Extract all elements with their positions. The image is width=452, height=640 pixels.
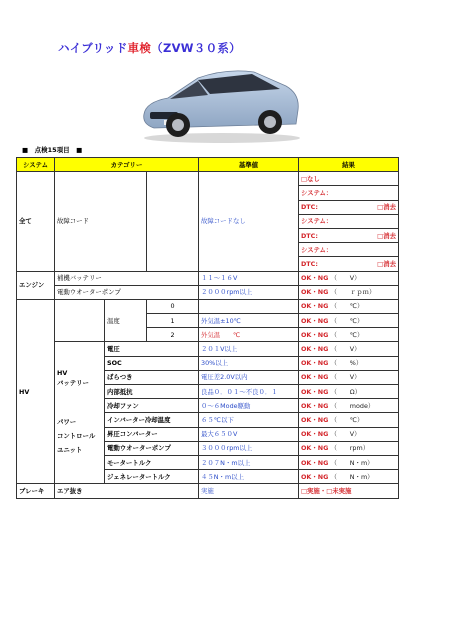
- result-unit: （ ｒｐｍ）: [330, 288, 376, 297]
- result-okng[interactable]: OK・NG: [301, 302, 329, 311]
- category-motor-torque: モータートルク: [105, 455, 199, 469]
- result-okng[interactable]: OK・NG: [301, 387, 329, 396]
- result-okng[interactable]: OK・NG: [301, 444, 329, 453]
- category-temperature: 温度: [105, 299, 147, 342]
- result-okng[interactable]: OK・NG: [301, 401, 329, 410]
- inspection-table: [16, 157, 399, 499]
- result-unit: （ V）: [330, 373, 361, 382]
- empty-cell: [147, 172, 199, 271]
- category-inverter-temp: インバーター冷却温度: [105, 413, 199, 427]
- empty-cell: [55, 299, 105, 342]
- standard-temp: 外気温 ℃: [199, 328, 299, 342]
- standard-air-bleed: 実施: [199, 484, 299, 498]
- standard-motor-torque: ２０７N・m以上: [199, 455, 299, 469]
- result-unit: （ N・m）: [330, 458, 374, 467]
- header-result: 結果: [299, 158, 399, 172]
- table-row: [17, 484, 399, 498]
- result-okng[interactable]: OK・NG: [301, 472, 329, 481]
- result-okng[interactable]: OK・NG: [301, 415, 329, 424]
- result-erase-checkbox[interactable]: □消去: [377, 231, 396, 240]
- category-variance: ばらつき: [105, 370, 199, 384]
- category-generator-torque: ジェネレータートルク: [105, 470, 199, 484]
- table-row: [17, 271, 399, 285]
- result-okng[interactable]: OK・NG: [301, 274, 329, 283]
- result-none-checkbox[interactable]: □なし: [299, 172, 399, 186]
- header-standard: 基準値: [199, 158, 299, 172]
- header-system: システム: [17, 158, 55, 172]
- category-cooling-fan: 冷却ファン: [105, 399, 199, 413]
- standard-variance: 電圧差2.0V以内: [199, 370, 299, 384]
- table-row: [17, 413, 399, 427]
- table-row: [17, 172, 399, 186]
- result-dtc-field[interactable]: DTC:: [301, 203, 318, 212]
- title-prefix: ハイブリッド: [58, 41, 128, 55]
- standard-generator-torque: ４５N・m以上: [199, 470, 299, 484]
- table-header: [17, 158, 399, 172]
- result-okng[interactable]: OK・NG: [301, 316, 329, 325]
- standard-aux-battery: １１～１６V: [199, 271, 299, 285]
- category-boost-converter: 昇圧コンバーター: [105, 427, 199, 441]
- header-category: カテゴリー: [55, 158, 199, 172]
- category-air-bleed: エア抜き: [55, 484, 199, 498]
- table-row: [17, 285, 399, 299]
- result-air-bleed-checkbox[interactable]: □実施・□未実施: [299, 484, 399, 498]
- group-power-control-unit: パワー コントロール ユニット: [55, 413, 105, 484]
- result-unit: （ V）: [330, 430, 361, 439]
- category-fault-code: 故障コード: [55, 172, 147, 271]
- result-unit: （ V）: [330, 345, 361, 354]
- standard-water-pump: ２０００rpm以上: [199, 285, 299, 299]
- temp-index: 1: [147, 314, 199, 328]
- title-suffix: （ZVW３０系）: [151, 41, 241, 55]
- category-pcu-water-pump: 電動ウオーターポンプ: [105, 441, 199, 455]
- standard-inverter-temp: ６５℃以下: [199, 413, 299, 427]
- result-unit: （ %）: [330, 359, 363, 368]
- standard-boost-converter: 最大６５０V: [199, 427, 299, 441]
- system-all: 全て: [17, 172, 55, 271]
- car-illustration: [134, 62, 304, 144]
- result-unit: （ ℃）: [330, 302, 364, 311]
- result-okng[interactable]: OK・NG: [301, 430, 329, 439]
- system-hv: HV: [17, 299, 55, 483]
- page-title: [58, 40, 241, 56]
- result-dtc-field[interactable]: DTC:: [301, 259, 318, 268]
- result-unit: （ N・m）: [330, 472, 374, 481]
- category-water-pump: 電動ウオーターポンプ: [55, 285, 199, 299]
- category-aux-battery: 補機バッテリー: [55, 271, 199, 285]
- result-okng[interactable]: OK・NG: [301, 359, 329, 368]
- result-dtc-field[interactable]: DTC:: [301, 231, 318, 240]
- result-okng[interactable]: OK・NG: [301, 288, 329, 297]
- title-red: 車検: [127, 41, 152, 55]
- standard-temp: [199, 299, 299, 313]
- temp-index: 2: [147, 328, 199, 342]
- system-engine: エンジン: [17, 271, 55, 299]
- result-unit: （ mode）: [330, 401, 375, 410]
- group-hv-battery: HV バッテリー: [55, 342, 105, 413]
- table-row: [17, 342, 399, 356]
- standard-fault-code: 故障コードなし: [199, 172, 299, 271]
- temp-index: 0: [147, 299, 199, 313]
- result-unit: （ ℃）: [330, 316, 364, 325]
- standard-cooling-fan: ０～６Mode駆動: [199, 399, 299, 413]
- standard-temp: 外気温±10℃: [199, 314, 299, 328]
- standard-pcu-water-pump: ３０００rpm以上: [199, 441, 299, 455]
- result-system-field[interactable]: システム：: [299, 186, 399, 200]
- standard-voltage: ２０１V以上: [199, 342, 299, 356]
- category-internal-resistance: 内部抵抗: [105, 385, 199, 399]
- table-row: [17, 299, 399, 313]
- category-soc: SOC: [105, 356, 199, 370]
- result-system-field[interactable]: システム：: [299, 214, 399, 228]
- result-okng[interactable]: OK・NG: [301, 458, 329, 467]
- result-okng[interactable]: OK・NG: [301, 345, 329, 354]
- result-unit: （ ℃）: [330, 330, 364, 339]
- standard-internal-resistance: 良品０．０１～不良０．１: [199, 385, 299, 399]
- result-okng[interactable]: OK・NG: [301, 373, 329, 382]
- standard-soc: 30%以上: [199, 356, 299, 370]
- result-unit: （ Ω）: [330, 387, 362, 396]
- system-brake: ブレーキ: [17, 484, 55, 498]
- result-unit: （ V）: [330, 274, 361, 283]
- result-unit: （ rpm）: [330, 444, 370, 453]
- result-erase-checkbox[interactable]: □消去: [377, 203, 396, 212]
- result-unit: （ ℃）: [330, 415, 364, 424]
- result-okng[interactable]: OK・NG: [301, 330, 329, 339]
- section-label: ■ 点検15項目 ■: [22, 146, 83, 154]
- result-system-field[interactable]: システム：: [299, 243, 399, 257]
- category-voltage: 電圧: [105, 342, 199, 356]
- result-erase-checkbox[interactable]: □消去: [377, 259, 396, 268]
